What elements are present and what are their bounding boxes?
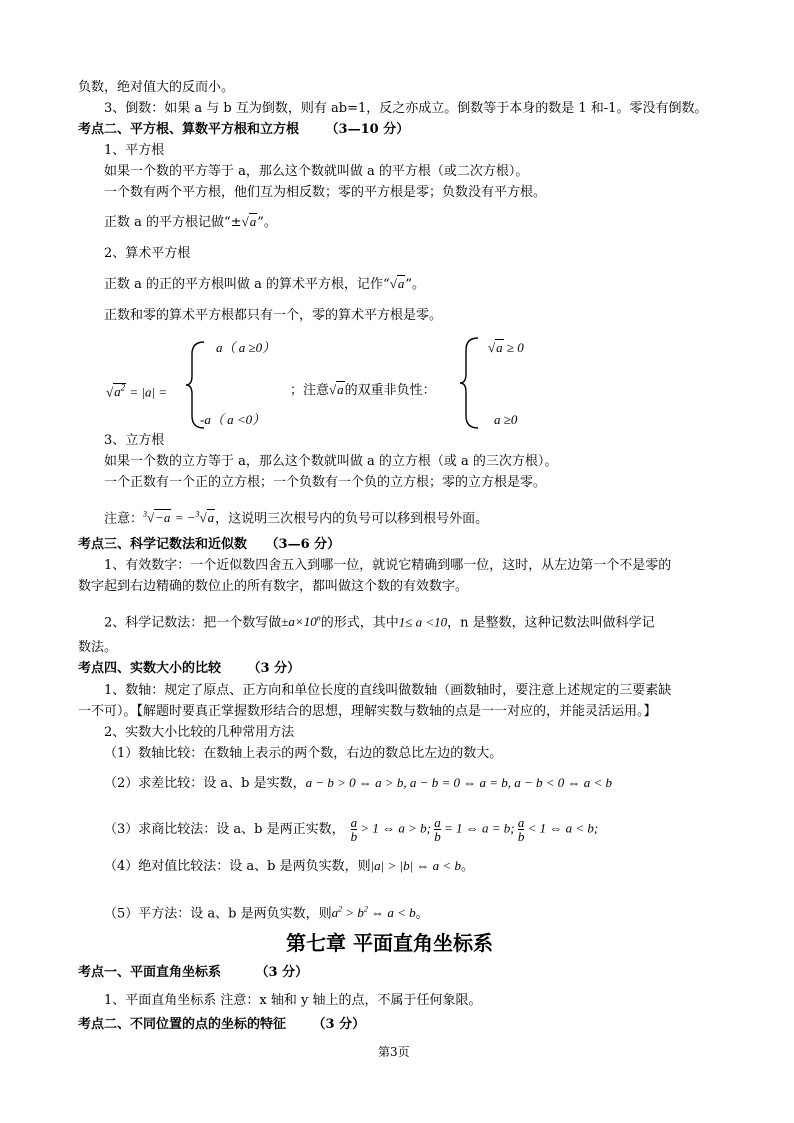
text-fragment: ”。 [257, 215, 277, 230]
text-line [104, 816, 598, 843]
section-heading [78, 122, 409, 138]
case-negative: -a（ a <0） [200, 412, 266, 427]
text-fragment: 正数 a 的平方根记做“± [104, 215, 242, 230]
text-line [104, 276, 425, 293]
section-heading [78, 965, 308, 981]
text-line: 如果一个数的平方等于 a，那么这个数就叫做 a 的平方根（或二次方根）。 [104, 164, 529, 179]
text-line: 一个正数有一个正的立方根；一个负数有一个负的立方根；零的立方根是零。 [104, 475, 547, 490]
text-fragment: 正数 a 的正的平方根叫做 a 的算术平方根，记作“ [104, 277, 390, 292]
text-line: 如果一个数的立方等于 a，那么这个数就叫做 a 的立方根（或 a 的三次方根）。 [104, 454, 558, 469]
text-line [290, 382, 436, 399]
formula: √a [241, 214, 257, 229]
text-fragment: ，n 是整数，这种记数法叫做科学记 [447, 615, 655, 631]
subheading: 1、平方根 [104, 143, 165, 158]
text-line [104, 775, 612, 792]
text-line: 3、倒数：如果 a 与 b 互为倒数，则有 ab=1，反之亦成立。倒数等于本身的数是 1 和-1。零没有倒数。 [104, 101, 708, 116]
text-line: 数字起到右边精确的数位止的所有数字，都叫做这个数的有效数字。 [78, 579, 469, 594]
left-brace [458, 336, 480, 430]
text-fragment: ，这说明三次根号内的负号可以移到根号外面。 [215, 511, 489, 527]
heading-text: 考点二、不同位置的点的坐标的特征 [78, 1017, 287, 1032]
text-line [104, 214, 277, 231]
text-line: 1、数轴：规定了原点、正方向和单位长度的直线叫做数轴（画数轴时，要注意上述规定的三要素缺 [104, 683, 672, 698]
heading-points: （3 分） [312, 1017, 366, 1032]
subheading: 3、立方根 [104, 433, 165, 448]
heading-points: （3—6 分） [265, 537, 341, 552]
subheading: 2、算术平方根 [104, 246, 191, 261]
condition: √a ≥ 0 [488, 340, 524, 355]
text-line: 正数和零的算术平方根都只有一个，零的算术平方根是零。 [104, 308, 443, 323]
text-line [104, 611, 655, 631]
text-fragment: 注意： [104, 511, 144, 527]
text-line: 数法。 [78, 640, 118, 655]
section-heading [78, 537, 340, 553]
text-fragment: 的双重非负性： [344, 383, 436, 398]
formula: √a [329, 382, 344, 397]
heading-text: 考点四、实数大小的比较 [78, 661, 222, 676]
text-fragment: （5）平方法：设 a、b 是两负实数，则 [104, 906, 332, 922]
case-positive: a（ a ≥0） [216, 340, 276, 355]
text-fragment: 。 [415, 906, 429, 922]
text-line [104, 858, 474, 875]
text-fragment: （2）求差比较：设 a、b 是实数， [104, 776, 306, 791]
text-line: 负数，绝对值大的反而小。 [78, 80, 235, 95]
text-line [104, 902, 429, 922]
text-fragment: 2、科学记数法：把一个数写做 [104, 615, 282, 631]
text-fragment: （4）绝对值比较法：设 a、b 是两负实数，则 [104, 859, 371, 874]
formula: |a| > |b| ⇔ a < b [370, 858, 461, 873]
heading-text: 考点三、科学记数法和近似数 [78, 537, 248, 552]
formula: $√a^2 = |a|$ = [106, 383, 168, 400]
heading-points: （3 分） [247, 661, 301, 676]
text-line: 一个数有两个平方根，他们互为相反数；零的平方根是零；负数没有平方根。 [104, 185, 547, 200]
text-line: 2、实数大小比较的几种常用方法 [104, 725, 295, 740]
heading-points: （3 分） [255, 965, 309, 980]
heading-text: 考点一、平面直角坐标系 [78, 965, 222, 980]
text-fragment: ”。 [405, 277, 425, 292]
chapter-title: 第七章 平面直角坐标系 [286, 931, 493, 955]
text-fragment: （3）求商比较法：设 a、b 是两正实数， [104, 822, 345, 837]
formula: $a^2 > b^2$ ⇔ a < b [331, 905, 416, 921]
page-number: 第3页 [378, 1045, 410, 1059]
text-fragment: ；注意 [290, 383, 330, 398]
text-line [104, 507, 488, 527]
condition: a ≥0 [494, 412, 518, 427]
text-line: 1、有效数字：一个近似数四舍五入到哪一位，就说它精确到哪一位，这时，从左边第一个不是零的 [104, 558, 672, 573]
heading-points: （3—10 分） [325, 122, 410, 137]
condition-text: ≥ 0 [506, 340, 524, 355]
text-line: 1、平面直角坐标系 注意：x 轴和 y 轴上的点，不属于任何象限。 [104, 993, 482, 1008]
formula: $\frac{a}{b}$ > 1 ⇔ a > b; $\frac{a}{b}$ = 1 ⇔ a = b; $\frac{a}{b}$ < 1 ⇔ a < b; [350, 815, 599, 844]
heading-text: 考点二、平方根、算数平方根和立方根 [78, 122, 300, 137]
formula: a − b > 0 ⇔ a > b, a − b = 0 ⇔ a = b, a − b < 0 ⇔ a < b [305, 775, 613, 790]
section-heading [78, 1017, 365, 1033]
text-fragment: 的形式，其中 [320, 615, 399, 631]
text-line: 一不可）。【解题时要真正掌握数形结合的思想，理解实数与数轴的点是一一对应的，并能灵活运用。】 [78, 704, 657, 719]
text-fragment: 。 [460, 859, 474, 874]
formula: $^3$√−a = −$^3$√a [143, 510, 215, 526]
text-line: （1）数轴比较：在数轴上表示的两个数，右边的数总比左边的数大。 [104, 746, 503, 761]
formula: √a [389, 276, 405, 291]
section-heading [78, 661, 300, 677]
formula: 1≤ a <10 [398, 614, 448, 630]
formula: $\pm a\times 10^n$ [281, 614, 321, 630]
